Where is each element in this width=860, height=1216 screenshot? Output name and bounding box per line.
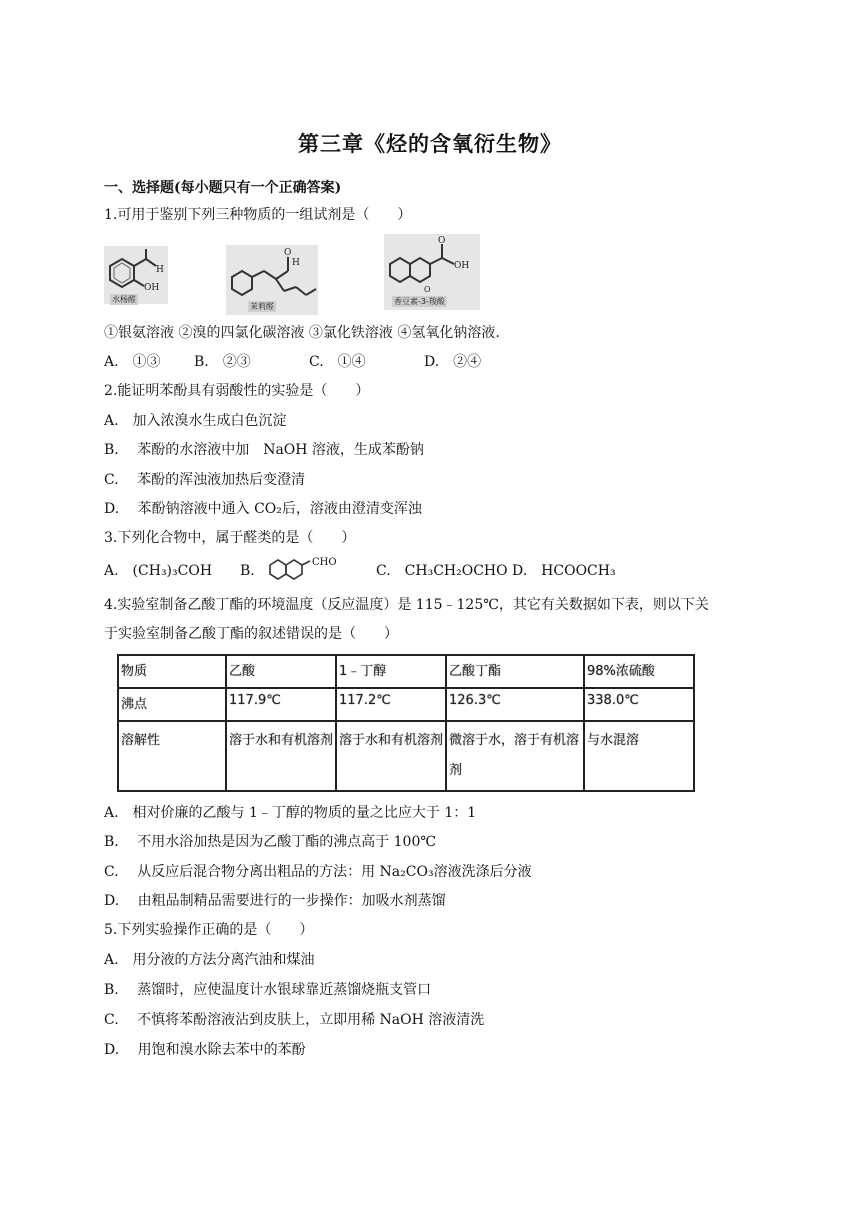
table-row xyxy=(118,655,694,688)
q1-option-d[interactable]: D. ②④ xyxy=(424,354,482,370)
molecule-label-coumarin-acid: 香豆素-3-羧酸 xyxy=(394,297,445,306)
q1-option-a[interactable]: A. ①③ xyxy=(104,354,161,370)
q2-option-a[interactable]: A. 加入浓溴水生成白色沉淀 xyxy=(104,413,287,429)
question-1-reagents: ①银氨溶液 ②溴的四氯化碳溶液 ③氯化铁溶液 ④氢氧化钠溶液. xyxy=(104,325,500,341)
question-1-stem: 1.可用于鉴别下列三种物质的一组试剂是（ ） xyxy=(104,207,412,223)
table-cell: 117.9℃ xyxy=(226,688,336,721)
svg-text:H: H xyxy=(292,258,300,268)
table-cell: 溶解性 xyxy=(118,721,226,791)
q3-option-c[interactable]: C. CH₃CH₂OCHO xyxy=(376,563,508,579)
table-cell: 126.3℃ xyxy=(446,688,584,721)
svg-text:H: H xyxy=(156,265,164,275)
table-cell: 1﹣丁醇 xyxy=(336,655,446,688)
table-row xyxy=(118,688,694,721)
question-3-options xyxy=(104,561,268,581)
svg-text:OH: OH xyxy=(454,261,470,271)
cho-group-label: CHO xyxy=(312,557,337,568)
question-2-stem: 2.能证明苯酚具有弱酸性的实验是（ ） xyxy=(104,383,370,399)
q3-option-b[interactable]: B. xyxy=(240,563,255,579)
question-3-options-cd xyxy=(376,561,616,581)
svg-text:OH: OH xyxy=(144,283,160,293)
table-cell: 物质 xyxy=(118,655,226,688)
molecule-coumarin-acid xyxy=(384,234,480,310)
question-3-stem: 3.下列化合物中，属于醛类的是（ ） xyxy=(104,530,356,546)
q5-option-b[interactable]: B. 蒸馏时，应使温度计水银球靠近蒸馏烧瓶支管口 xyxy=(104,982,432,998)
table-row xyxy=(118,721,694,791)
question-4-stem-line2: 于实验室制备乙酸丁酯的叙述错误的是（ ） xyxy=(104,626,398,642)
section-title: 一、选择题(每小题只有一个正确答案) xyxy=(104,180,342,196)
q1-option-c[interactable]: C. ①④ xyxy=(309,354,366,370)
question-1-options xyxy=(104,352,481,372)
table-cell: 乙酸丁酯 xyxy=(446,655,584,688)
table-cell: 溶于水和有机溶剂 xyxy=(336,721,446,791)
q1-option-b[interactable]: B. ②③ xyxy=(194,354,251,370)
q5-option-c[interactable]: C. 不慎将苯酚溶液沾到皮肤上，立即用稀 NaOH 溶液清洗 xyxy=(104,1012,485,1028)
q4-option-c[interactable]: C. 从反应后混合物分离出粗品的方法：用 Na₂CO₃溶液洗涤后分液 xyxy=(104,864,532,880)
q5-option-d[interactable]: D. 用饱和溴水除去苯中的苯酚 xyxy=(104,1042,306,1058)
question-4-stem-line1: 4.实验室制备乙酸丁酯的环境温度（反应温度）是 115﹣125℃，其它有关数据如下表，则以下关 xyxy=(104,597,709,613)
table-cell: 338.0℃ xyxy=(584,688,694,721)
svg-text:O: O xyxy=(284,248,292,258)
q2-option-b[interactable]: B. 苯酚的水溶液中加 NaOH 溶液，生成苯酚钠 xyxy=(104,442,424,458)
naphthalene-carbaldehyde-structure xyxy=(266,557,366,585)
page-title: 第三章《烃的含氧衍生物》 xyxy=(298,131,562,156)
table-cell: 溶于水和有机溶剂 xyxy=(226,721,336,791)
question-5-stem: 5.下列实验操作正确的是（ ） xyxy=(104,922,314,938)
table-cell: 乙酸 xyxy=(226,655,336,688)
molecule-jasminaldehyde xyxy=(226,245,318,315)
q5-option-a[interactable]: A. 用分液的方法分离汽油和煤油 xyxy=(104,952,315,968)
table-cell: 微溶于水，溶于有机溶剂 xyxy=(446,721,584,791)
q2-option-d[interactable]: D. 苯酚钠溶液中通入 CO₂后，溶液由澄清变浑浊 xyxy=(104,501,422,517)
svg-text:O: O xyxy=(424,285,431,294)
boiling-point-table xyxy=(117,654,695,792)
q2-option-c[interactable]: C. 苯酚的浑浊液加热后变澄清 xyxy=(104,472,306,488)
q3-option-a[interactable]: A. (CH₃)₃COH xyxy=(104,563,213,579)
table-cell: 98%浓硫酸 xyxy=(584,655,694,688)
q4-option-d[interactable]: D. 由粗品制精品需要进行的一步操作：加吸水剂蒸馏 xyxy=(104,893,446,909)
molecule-label-jasminaldehyde: 茉莉醛 xyxy=(250,302,274,311)
table-cell: 沸点 xyxy=(118,688,226,721)
molecule-salicylaldehyde xyxy=(104,246,168,304)
svg-text:O: O xyxy=(438,236,446,246)
q4-option-b[interactable]: B. 不用水浴加热是因为乙酸丁酯的沸点高于 100℃ xyxy=(104,834,437,850)
table-cell: 117.2℃ xyxy=(336,688,446,721)
molecule-label-salicylaldehyde: 水杨醛 xyxy=(112,295,136,304)
table-cell: 与水混溶 xyxy=(584,721,694,791)
q3-option-d[interactable]: D. HCOOCH₃ xyxy=(512,563,616,579)
q4-option-a[interactable]: A. 相对价廉的乙酸与 1﹣丁醇的物质的量之比应大于 1：1 xyxy=(104,805,477,821)
